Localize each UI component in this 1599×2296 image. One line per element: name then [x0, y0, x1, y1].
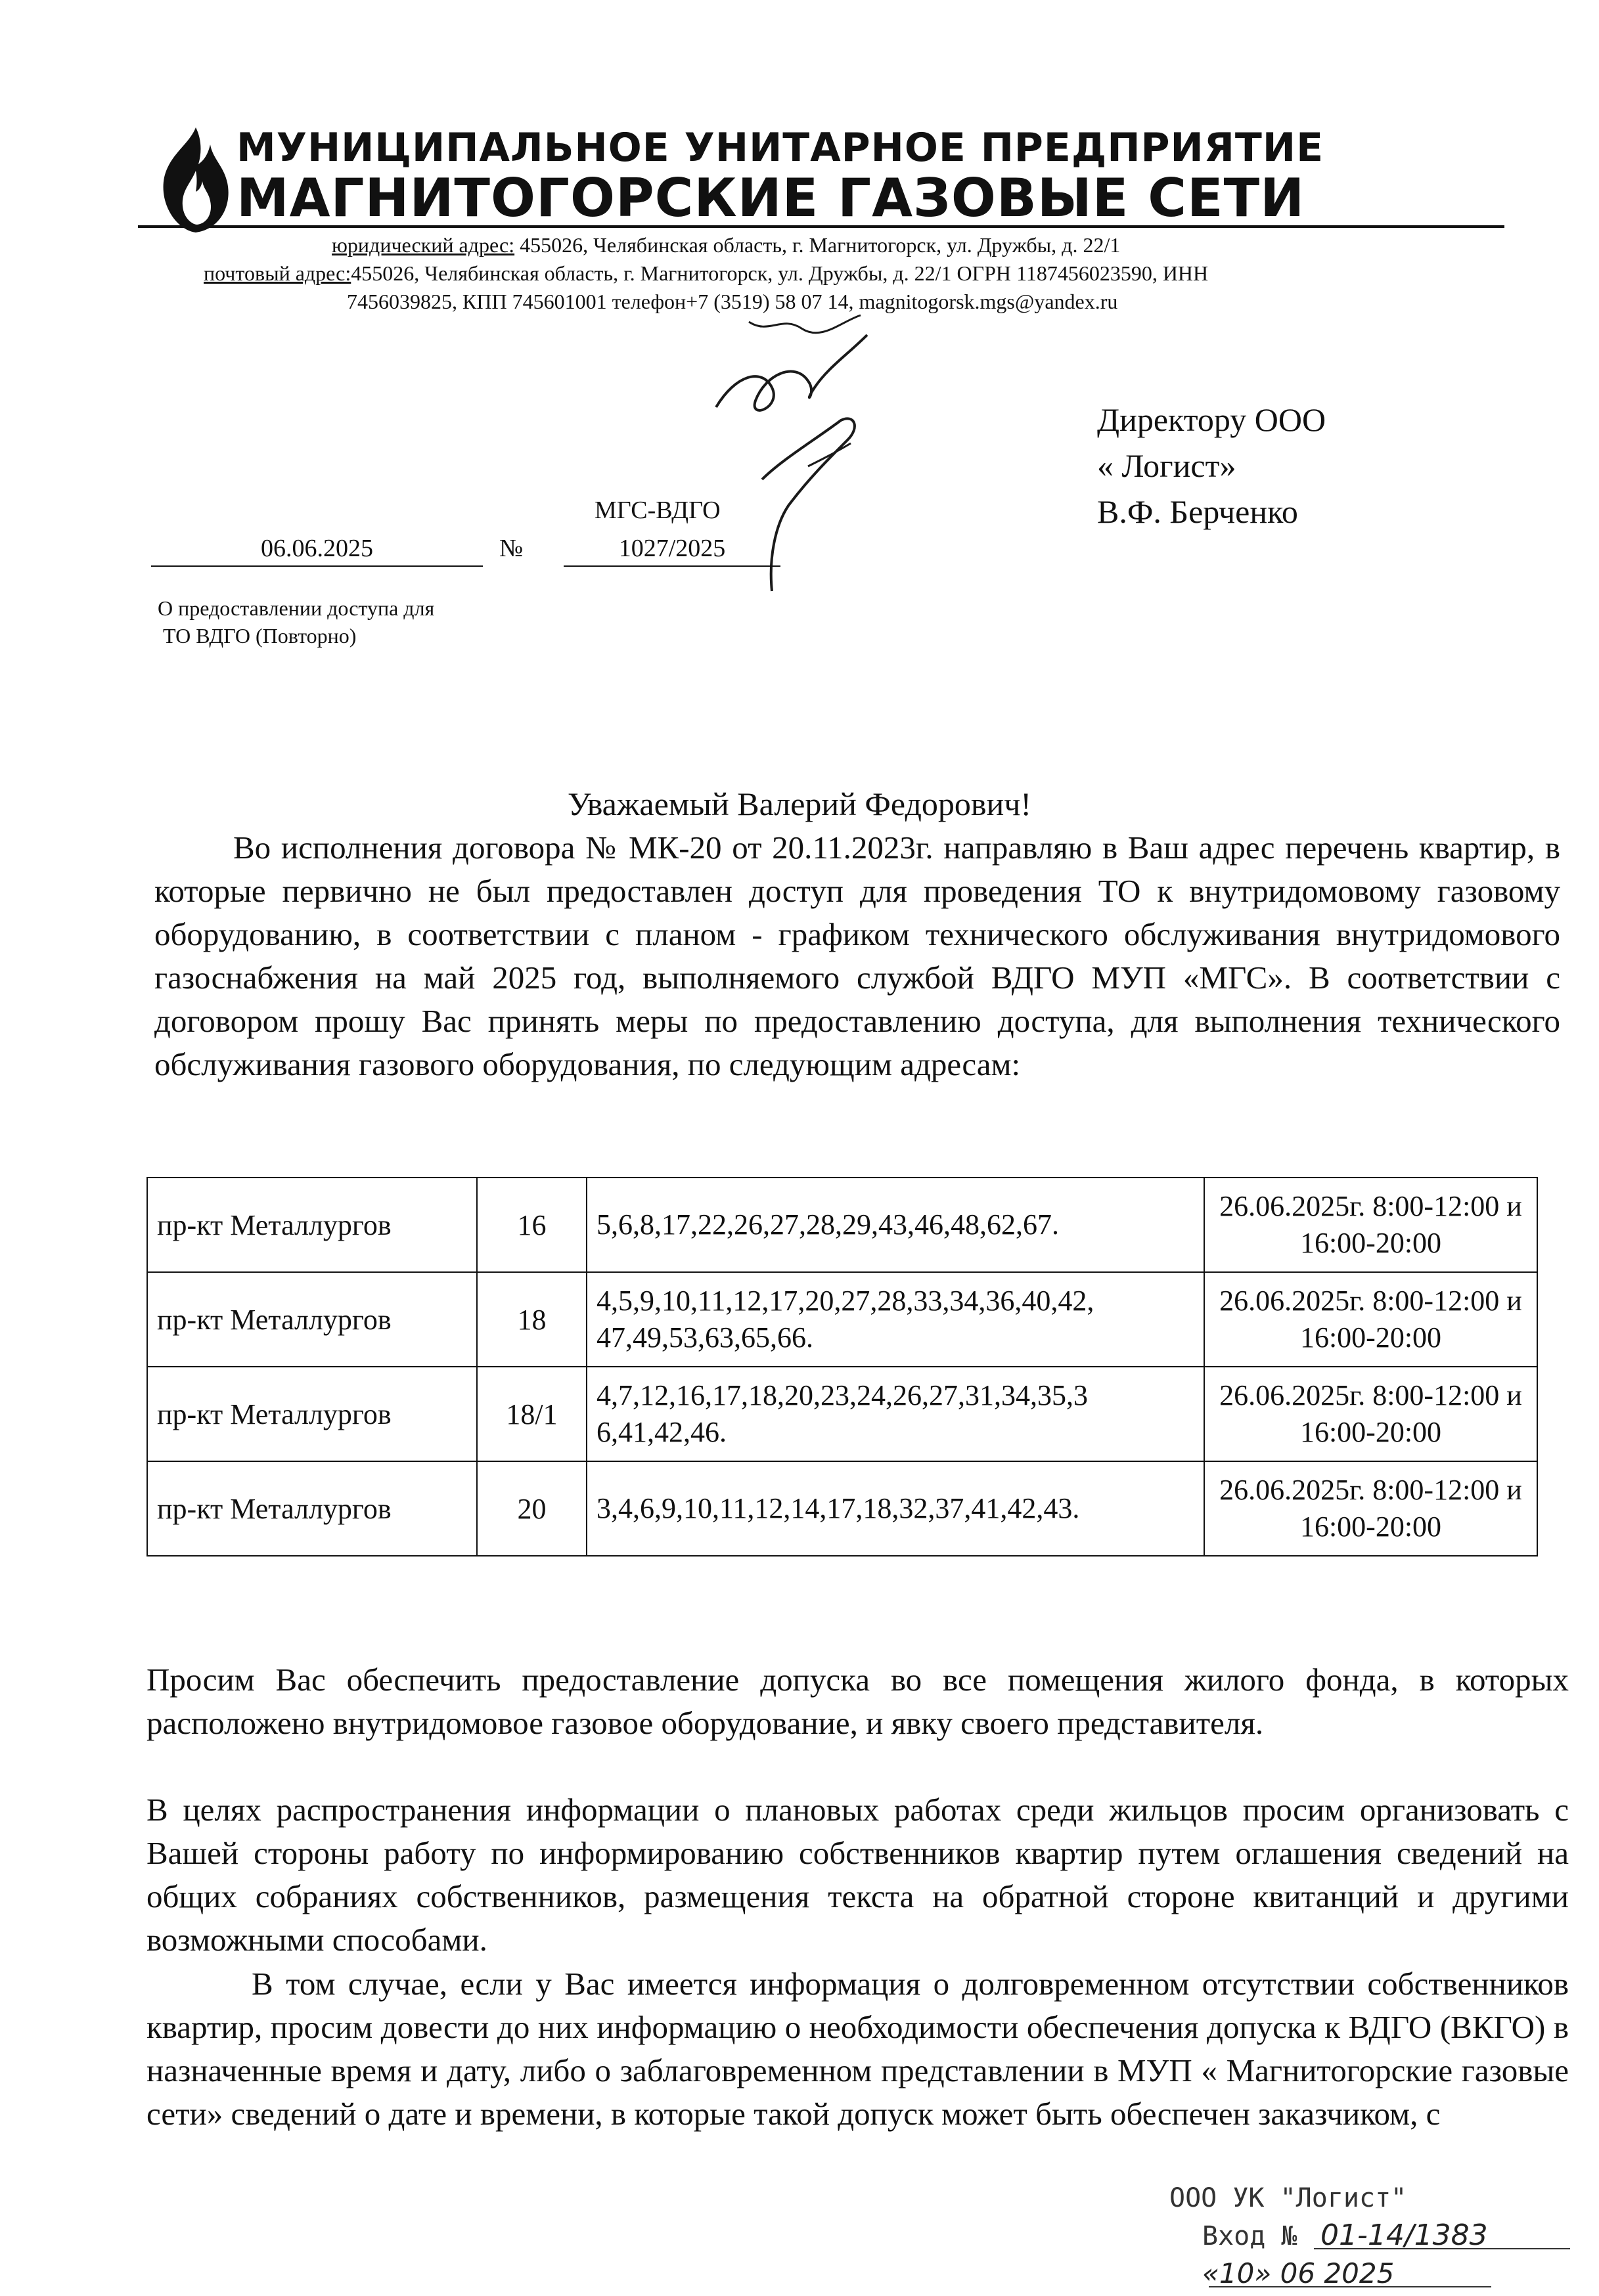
table-row	[147, 1178, 1537, 1272]
stamp-entry-number: 01-14/1383	[1320, 2219, 1488, 2252]
number-sign: №	[499, 535, 524, 562]
postal-address-label: почтовый адрес:	[204, 261, 351, 285]
paragraph-information: В целях распространения информации о плановых работах среди жильцов просим организовать с Вашей стороны работу по информированию собственников квартир путем оглашения сведений на общих собраниях собственников, размещения текста на обратной стороне квитанций и другими возможными способами.	[146, 1792, 1569, 1958]
street-cell: пр-кт Металлургов	[147, 1461, 477, 1556]
time-date: 26.06.2025г. 8:00-12:00 и	[1219, 1190, 1522, 1222]
incoming-registration-stamp	[1163, 2180, 1583, 2296]
addressee-line2: « Логист»	[1097, 447, 1236, 484]
flame-logo-icon	[150, 125, 242, 236]
subject-line1: О предоставлении доступа для	[158, 596, 435, 620]
house-cell: 18	[477, 1272, 587, 1367]
flats-cell: 3,4,6,9,10,11,12,14,17,18,32,37,41,42,43.	[587, 1461, 1204, 1556]
paragraph-absent-owners: В том случае, если у Вас имеется информация о долговременном отсутствии собственников квартир, просим довести до них информацию о необходимости обеспечения допуска к ВДГО (ВКГО) в назначенные время и дату, либо о заблаговременном представлении в МУП « Магнитогорские газовые сети» сведений о дате и времени, в которые такой допуск может быть обеспечен заказчиком, с	[146, 1966, 1569, 2132]
paragraph-access-request: Просим Вас обеспечить предоставление допуска во все помещения жилого фонда, в которых расположено внутридомовое газовое оборудование, и явку своего представителя.	[146, 1662, 1569, 1741]
flats-cell: 4,5,9,10,11,12,17,20,27,28,33,34,36,40,42, 47,49,53,63,65,66.	[587, 1272, 1204, 1367]
stamp-entry-date: «10» 06 2025	[1202, 2257, 1395, 2289]
time-evening: 16:00-20:00	[1299, 1321, 1442, 1354]
time-cell	[1204, 1367, 1537, 1461]
address-table	[146, 1177, 1538, 1556]
flats-cell: 4,7,12,16,17,18,20,23,24,26,27,31,34,35,3 6,41,42,46.	[587, 1367, 1204, 1461]
street-cell: пр-кт Металлургов	[147, 1367, 477, 1461]
legal-address: 455026, Челябинская область, г. Магнитогорск, ул. Дружбы, д. 22/1	[514, 233, 1121, 257]
postal-address: 455026, Челябинская область, г. Магнитогорск, ул. Дружбы, д. 22/1 ОГРН 1187456023590, ИНН	[351, 261, 1209, 285]
letter-number: 1027/2025	[564, 534, 780, 567]
time-cell	[1204, 1272, 1537, 1367]
house-cell: 20	[477, 1461, 587, 1556]
time-evening: 16:00-20:00	[1299, 1511, 1442, 1543]
addressee-line3: В.Ф. Берченко	[1097, 493, 1298, 530]
time-date: 26.06.2025г. 8:00-12:00 и	[1219, 1285, 1522, 1317]
reg-prefix: МГС-ВДГО	[595, 497, 721, 524]
paragraph-intro: Во исполнения договора № МК-20 от 20.11.2023г. направляю в Ваш адрес перечень квартир, в которые первично не был предоставлен доступ для проведения ТО к внутридомовому газовому оборудованию, в соответствии с планом - графиком технического обслуживания внутридомового газоснабжения на май 2025 год, выполняемого службой ВДГО МУП «МГС». В соответствии с договором прошу Вас принять меры по предоставлению доступа, для выполнения технического обслуживания газового оборудования, по следующим адресам:	[154, 829, 1560, 1082]
time-date: 26.06.2025г. 8:00-12:00 и	[1219, 1379, 1522, 1411]
table-row	[147, 1461, 1537, 1556]
stamp-entry-label: Вход №	[1202, 2221, 1297, 2251]
org-name-line2: МАГНИТОГОРСКИЕ ГАЗОВЫЕ СЕТИ	[236, 167, 1305, 229]
company-details-line: 7456039825, КПП 745601001 телефон+7 (3519) 58 07 14, magnitogorsk.mgs@yandex.ru	[347, 290, 1118, 313]
legal-address-label: юридический адрес:	[332, 233, 515, 257]
street-cell: пр-кт Металлургов	[147, 1272, 477, 1367]
time-evening: 16:00-20:00	[1299, 1416, 1442, 1448]
time-cell	[1204, 1461, 1537, 1556]
postal-address-line	[204, 261, 1208, 286]
time-evening: 16:00-20:00	[1299, 1227, 1442, 1259]
table-row	[147, 1272, 1537, 1367]
table-row	[147, 1367, 1537, 1461]
subject-line2: ТО ВДГО (Повторно)	[163, 624, 357, 648]
legal-address-line	[332, 233, 1120, 257]
org-name-line1: МУНИЦИПАЛЬНОЕ УНИТАРНОЕ ПРЕДПРИЯТИЕ	[236, 125, 1324, 171]
time-date: 26.06.2025г. 8:00-12:00 и	[1219, 1474, 1522, 1506]
letter-date: 06.06.2025	[151, 534, 483, 567]
house-cell: 18/1	[477, 1367, 587, 1461]
salutation: Уважаемый Валерий Федорович!	[567, 785, 1032, 822]
house-cell: 16	[477, 1178, 587, 1272]
letterhead-divider	[138, 225, 1504, 228]
time-cell	[1204, 1178, 1537, 1272]
flats-cell: 5,6,8,17,22,26,27,28,29,43,46,48,62,67.	[587, 1178, 1204, 1272]
street-cell: пр-кт Металлургов	[147, 1178, 477, 1272]
addressee-line1: Директору ООО	[1097, 401, 1326, 438]
stamp-company: ООО УК "Логист"	[1169, 2183, 1407, 2213]
